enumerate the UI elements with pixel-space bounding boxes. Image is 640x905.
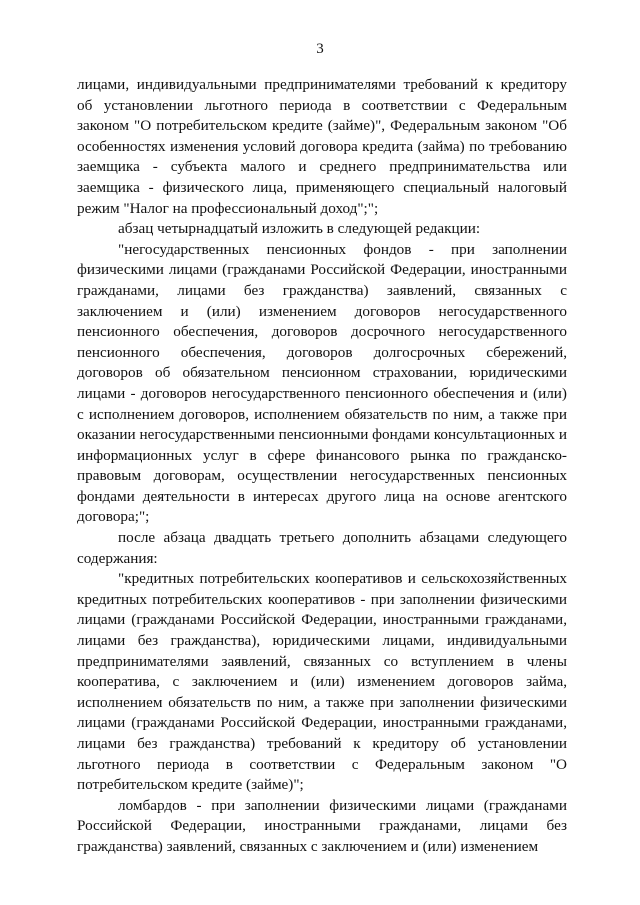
- paragraph: "негосударственных пенсионных фондов - при заполнении физическими лицами (гражданами Российской Федерации, иностранными гражданами, лицами без гражданства) заявлений, связанных с заключением и (или) изменением договоров негосударственного пенсионного обеспечения, договоров досрочного негосударственного пенсионного обеспечения, договоров долгосрочных сбережений, договоров об обязательном пенсионном страховании, юридическими лицами - договоров негосударственного пенсионного обеспечения и (или) с исполнением договоров, исполнением обязательств по ним, а также при оказании негосударственными пенсионными фондами консультационных и информационных услуг в сфере финансового рынка по гражданско-правовым договорам, осуществлении негосударственных пенсионных фондами деятельности в интересах другого лица на основе агентского договора;";: [77, 240, 567, 526]
- paragraph: "кредитных потребительских кооперативов и сельскохозяйственных кредитных потребительских кооперативов - при заполнении физическими лицами (гражданами Российской Федерации, иностранными гражданами, лицами без гражданства), юридическими лицами, индивидуальными предпринимателями заявлений, связанных со вступлением в члены кооператива, с заключением и (или) изменением договоров займа, исполнением обязательств по ним, а также при заполнении физическими лицами (гражданами Российской Федерации, иностранными гражданами, лицами без гражданства) требований к кредитору об установлении льготного периода в соответствии с Федеральным законом "О потребительском кредите (займе)";: [77, 570, 567, 794]
- paragraph: ломбардов - при заполнении физическими лицами (гражданами Российской Федерации, иностранными гражданами, лицами без гражданства) заявлений, связанных с заключением и (или) изменением: [77, 796, 567, 855]
- paragraph: лицами, индивидуальными предпринимателями требований к кредитору об установлении льготного периода в соответствии с Федеральным законом "О потребительском кредите (займе)", Федеральным законом "Об особенностях изменения условий договора кредита (займа) по требованию заемщика - субъекта малого и среднего предпринимательства или заемщика - физического лица, применяющего специальный налоговый режим "Налог на профессиональный доход";";: [77, 76, 567, 217]
- paragraph: после абзаца двадцать третьего дополнить абзацами следующего содержания:: [77, 529, 567, 567]
- paragraph: абзац четырнадцатый изложить в следующей редакции:: [118, 220, 481, 238]
- page-number: 3: [316, 41, 324, 57]
- document-body: [77, 75, 567, 858]
